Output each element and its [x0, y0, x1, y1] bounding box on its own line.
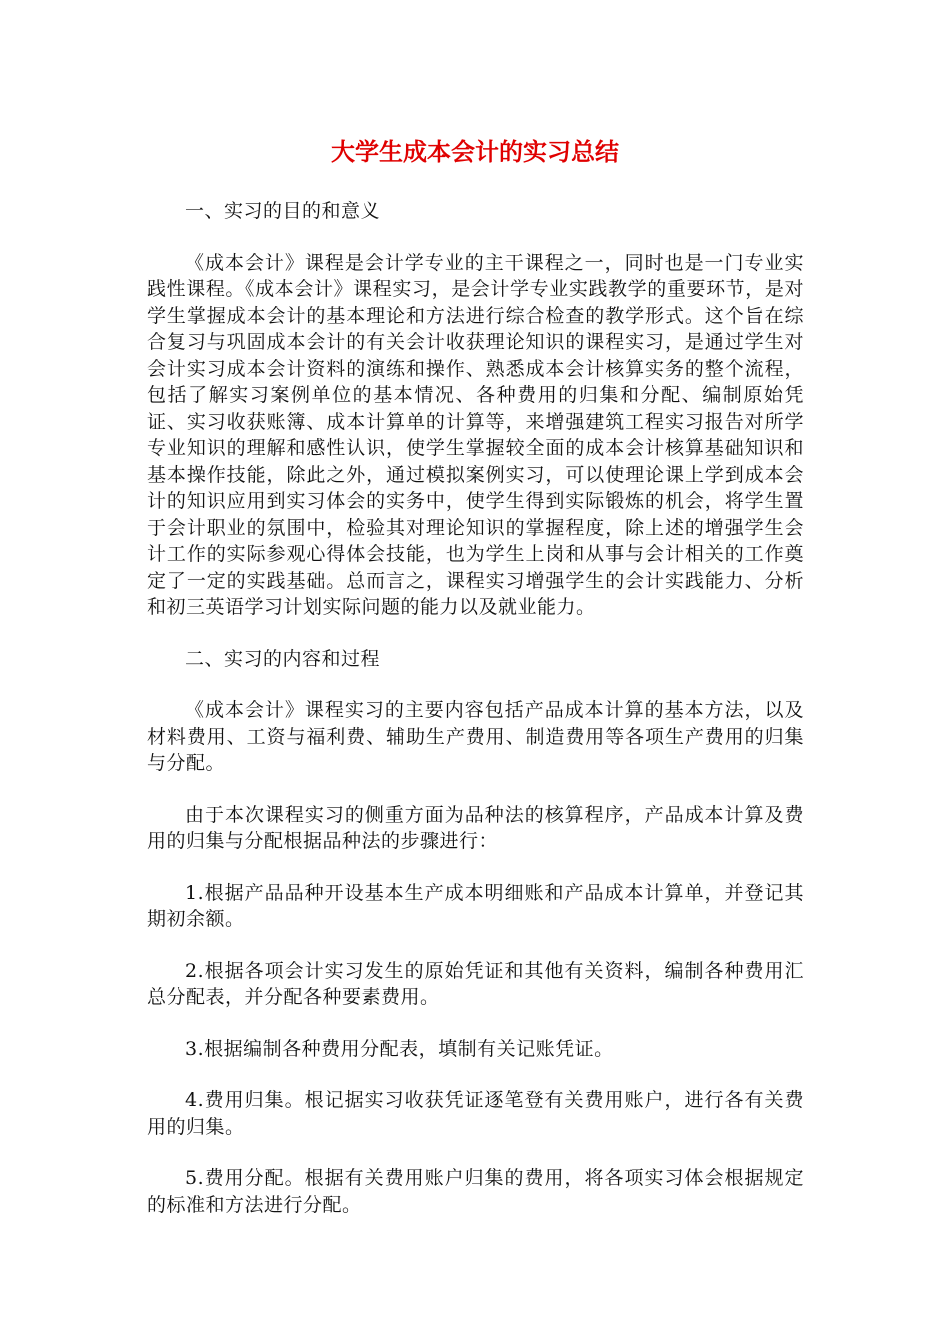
list-item: 4.费用归集。根记据实习收获凭证逐笔登有关费用账户，进行各有关费用的归集。 — [147, 1089, 804, 1138]
section-heading: 一、实习的目的和意义 — [185, 200, 381, 222]
document-body — [147, 198, 804, 1243]
list-item: 3.根据编制各种费用分配表，填制有关记账凭证。 — [185, 1037, 614, 1060]
paragraph: 由于本次课程实习的侧重方面为品种法的核算程序，产品成本计算及费用的归集与分配根据品种法的步骤进行： — [147, 803, 804, 852]
list-item: 2.根据各项会计实习发生的原始凭证和其他有关资料，编制各种费用汇总分配表，并分配各种要素费用。 — [147, 959, 804, 1008]
list-item: 1.根据产品品种开设基本生产成本明细账和产品成本计算单，并登记其期初余额。 — [147, 881, 804, 930]
paragraph: 《成本会计》课程是会计学专业的主干课程之一，同时也是一门专业实践性课程。《成本会计》课程实习，是会计学专业实践教学的重要环节，是对学生掌握成本会计的基本理论和方法进行综合检查的教学形式。这个旨在综合复习与巩固成本会计的有关会计收获理论知识的课程实习，是通过学生对会计实习成本会计资料的演练和操作、熟悉成本会计核算实务的整个流程，包括了解实习案例单位的基本情况、各种费用的归集和分配、编制原始凭证、实习收获账簿、成本计算单的计算等，来增强建筑工程实习报告对所学专业知识的理解和感性认识，使学生掌握较全面的成本会计核算基础知识和基本操作技能，除此之外，通过模拟案例实习，可以使理论课上学到成本会计的知识应用到实习体会的实务中，使学生得到实际锻炼的机会，将学生置于会计职业的氛围中，检验其对理论知识的掌握程度，除上述的增强学生会计工作的实际参观心得体会技能，也为学生上岗和从事与会计相关的工作奠定了一定的实践基础。总而言之，课程实习增强学生的会计实践能力、分析和初三英语学习计划实际问题的能力以及就业能力。 — [147, 251, 804, 618]
document-title: 大学生成本会计的实习总结 — [331, 138, 619, 166]
paragraph: 《成本会计》课程实习的主要内容包括产品成本计算的基本方法，以及材料费用、工资与福利费、辅助生产费用、制造费用等各项生产费用的归集与分配。 — [147, 699, 804, 774]
section-heading: 二、实习的内容和过程 — [185, 647, 381, 670]
list-item: 5.费用分配。根据有关费用账户归集的费用，将各项实习体会根据规定的标准和方法进行分配。 — [147, 1167, 804, 1216]
